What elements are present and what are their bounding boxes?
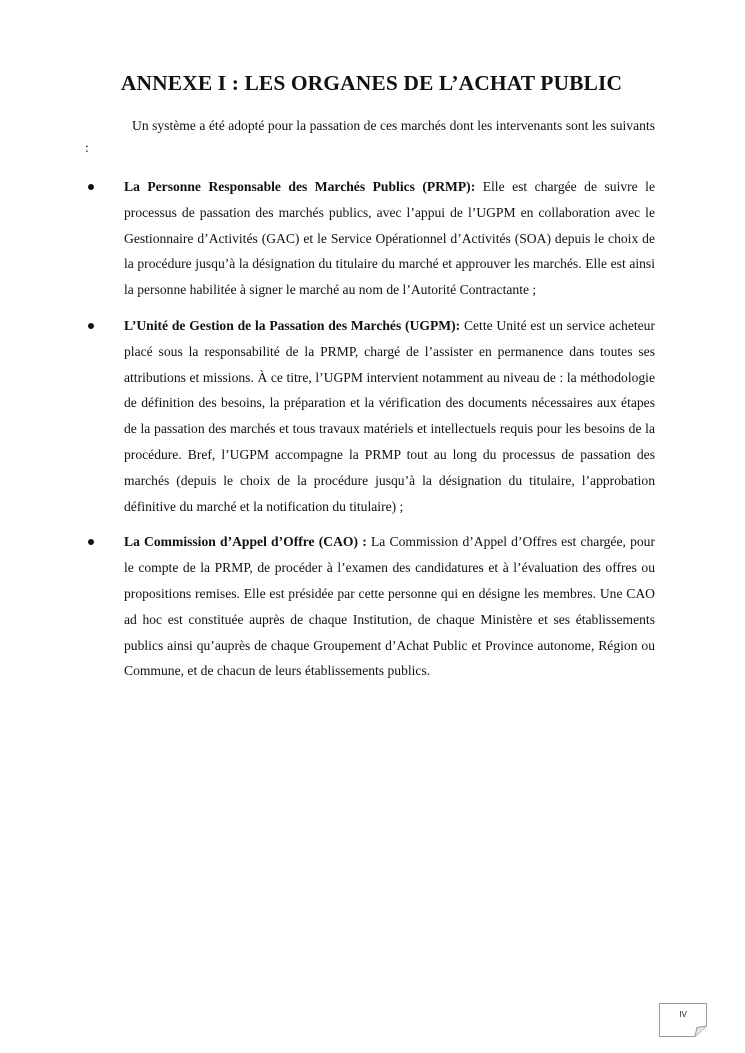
page-fold-icon xyxy=(659,1003,707,1037)
page-title: ANNEXE I : LES ORGANES DE L’ACHAT PUBLIC xyxy=(120,71,623,95)
bullet-icon xyxy=(88,323,94,329)
item-heading: La Commission d’Appel d’Offre (CAO) : xyxy=(124,534,371,550)
item-text: Elle est chargée de suivre le processus de passation des marchés publics, avec l’appui de l’UGPM en collaboration avec le Gestionnaire d’Activités (GAC) et le Service Opérationnel d’Activités (SOA) depuis le choix de la procédure jusqu’à la désignation du titulaire du marché et approuver les marchés. Elle est ainsi la personne habilitée à signer le marché au nom de l’Autorité Contractante ; xyxy=(124,179,655,298)
list-item-cao xyxy=(85,529,655,684)
page-number: IV xyxy=(679,1010,687,1019)
bullet-icon xyxy=(88,539,94,545)
item-heading: La Personne Responsable des Marchés Publics (PRMP): xyxy=(124,179,483,194)
item-text: La Commission d’Appel d’Offres est chargée, pour le compte de la PRMP, de procéder à l’examen des candidatures et à l’évaluation des offres ou propositions remises. Elle est présidée par cette personne qui en désigne les membres. Une CAO ad hoc est constituée auprès de chaque Institution, de chaque Ministère et ses établissements publics ainsi qu’auprès de chaque Groupement d’Achat Public et Province autonome, Région ou Commune, et de chacun de leurs établissements publics. xyxy=(124,534,655,679)
list-item-prmp xyxy=(85,174,655,303)
bullet-icon xyxy=(88,184,94,190)
page-number-badge xyxy=(659,1003,707,1037)
item-text: Cette Unité est un service acheteur placé sous la responsabilité de la PRMP, chargé de l’assister en permanence dans toutes ses attributions et missions. À ce titre, l’UGPM intervient notamment au niveau de : la méthodologie de définition des besoins, la préparation et la vérification des documents nécessaires aux étapes de la passation des marchés et tous travaux matériels et intellectuels requis pour les besoins de la procédure. Bref, l’UGPM accompagne la PRMP tout au long du processus de passation des marchés (depuis le choix de la procédure jusqu’à la désignation du titulaire, l’approbation définitive du marché et la notification du titulaire) ; xyxy=(124,317,655,514)
item-heading: L’Unité de Gestion de la Passation des Marchés (UGPM): xyxy=(124,317,464,333)
list-item-ugpm xyxy=(85,313,655,519)
intro-paragraph: Un système a été adopté pour la passation de ces marchés dont les intervenants sont les suivants : xyxy=(85,118,655,155)
bullet-list xyxy=(85,174,655,694)
